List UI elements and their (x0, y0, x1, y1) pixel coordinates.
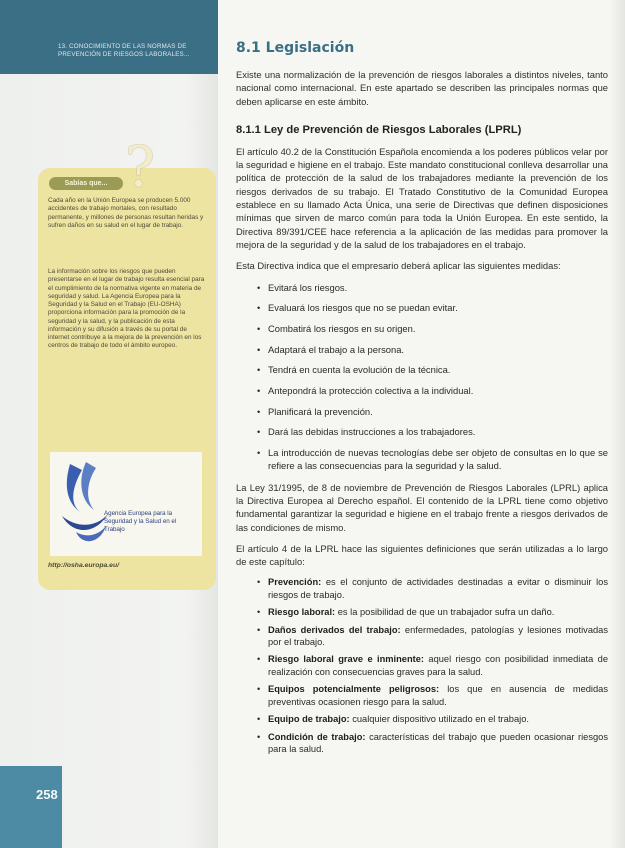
definition-item (236, 576, 608, 601)
intro-paragraph: Existe una normalización de la prevención de riesgos laborales a distintos niveles, tanto nacional como internacional. En este apartado se describen las principales normas que deben aplicarse en este ámbito. (236, 69, 608, 107)
list-item: • Evitará los riesgos. (236, 281, 608, 294)
list-item: • Planificará la prevención. (236, 405, 608, 418)
definition-item (236, 624, 608, 649)
definition-text: los que en ausencia de medidas preventivas ocasionen riesgo para la salud. (268, 684, 608, 707)
page-gutter-shadow (609, 0, 625, 848)
list-item: • Dará las debidas instrucciones a los trabajadores. (236, 425, 608, 438)
eu-osha-logo-text: Agencia Europea para la Seguridad y la Salud en el Trabajo (104, 510, 177, 533)
definition-term: Riesgo laboral grave e inminente: (268, 654, 425, 665)
chapter-header-band (0, 0, 218, 74)
eu-osha-emblem-icon (56, 454, 116, 554)
definition-item (236, 731, 608, 756)
definition-term: Condición de trabajo: (268, 731, 366, 742)
definition-term: Equipo de trabajo: (268, 714, 350, 725)
definition-text: aquel riesgo con posibilidad inmediata de realización con consecuencias graves para la salud. (268, 654, 608, 677)
subsection-title: 8.1.1 Ley de Prevención de Riesgos Laborales (LPRL) (236, 123, 522, 136)
eu-osha-logo (50, 452, 202, 556)
measures-list (236, 281, 608, 473)
list-item: • Combatirá los riesgos en su origen. (236, 322, 608, 335)
definition-text: es el conjunto de actividades destinadas a evitar o disminuir los riesgos de trabajo. (268, 577, 608, 600)
definition-text: enfermedades, patologías y lesiones motivadas por el trabajo. (268, 624, 608, 648)
list-item: • Tendrá en cuenta la evolución de la técnica. (236, 363, 608, 376)
page-number: 258 (36, 787, 58, 802)
list-item: • Antepondrá la protección colectiva a la individual. (236, 384, 608, 397)
definition-text: cualquier dispositivo utilizado en el trabajo. (352, 714, 529, 725)
lprl-paragraph-4: El artículo 4 de la LPRL hace las siguientes definiciones que serán utilizadas a lo largo de este capítulo: (236, 542, 608, 568)
list-item: • La introducción de nuevas tecnologías debe ser objeto de consultas en lo que se refiere a las consecuencias para la seguridad y la salud. (236, 446, 608, 473)
definition-term: Riesgo laboral: (268, 607, 336, 618)
definition-item (236, 713, 608, 725)
section-title: 8.1 Legislación (236, 40, 355, 56)
lprl-paragraph-1: El artículo 40.2 de la Constitución Española encomienda a los poderes públicos velar por la seguridad e higiene en el trabajo. Este mandato constitucional conlleva desarrollar una política de protección de la salud de los trabajadores mediante la prevención de los riesgos derivados de su trabajo. El Tratado Constitutivo de la Comunidad Europea establece en su llamado Acta Única, una serie de Directivas que definen disposiciones mínimas que sirven de marco común para toda la Unión Europea. En este sentido, la Directiva 89/391/CEE hace referencia a la aplicación de las medidas para promover la mejora de la seguridad y de la salud de los trabajadores en el trabajo. (236, 145, 608, 250)
definition-item (236, 683, 608, 708)
lprl-paragraph-3: La Ley 31/1995, de 8 de noviembre de Prevención de Riesgos Laborales (LPRL) aplica la Directiva Europea al Derecho español. El contenido de la LPRL tiene como objetivo fundamental garantizar la seguridad e higiene en el trabajo frente a riesgos derivados de las condiciones de mismo. (236, 481, 608, 533)
definition-item (236, 653, 608, 678)
lprl-paragraph-2: Esta Directiva indica que el empresario deberá aplicar las siguientes medidas: (236, 260, 561, 272)
question-mark-icon: ? (125, 135, 156, 200)
definition-term: Daños derivados del trabajo: (268, 624, 401, 635)
definition-item (236, 606, 608, 618)
sidebar-paragraph-1: Cada año en la Unión Europea se producen 5.000 accidentes de trabajo mortales, con resultado permanente, y millones de personas resultan heridas y sufren daños en su salud en el lugar de trabajo. (48, 197, 204, 229)
chapter-title: 13. CONOCIMIENTO DE LAS NORMAS DE PREVENCIÓN DE RIESGOS LABORALES... (58, 43, 190, 58)
definitions-list (236, 576, 608, 755)
definition-term: Prevención: (268, 577, 322, 588)
definition-term: Equipos potencialmente peligrosos: (268, 684, 440, 695)
list-item: • Adaptará el trabajo a la persona. (236, 343, 608, 356)
eu-osha-link[interactable]: http://osha.europa.eu/ (48, 562, 119, 569)
definition-text: es la posibilidad de que un trabajador sufra un daño. (337, 607, 555, 618)
list-item: • Evaluará los riesgos que no se puedan evitar. (236, 301, 608, 314)
definition-text: características del trabajo que pueden ocasionar riesgos para la salud. (268, 731, 608, 754)
did-you-know-label: Sabías que... (49, 177, 123, 190)
page-number-box (0, 766, 62, 848)
main-content (236, 40, 608, 760)
sidebar-paragraph-2: La información sobre los riesgos que pueden presentarse en el lugar de trabajo resulta esencial para el cumplimiento de la normativa vigente en materia de seguridad y salud. La Agencia Europea para la Seguridad y la Salud en el Trabajo (EU-OSHA) proporciona información para la promoción de la seguridad y la salud, y la publicación de esta información y su difusión a través de su portal de internet contribuye a la mejora de la prevención en los centros de trabajo de todo el ámbito europeo. (48, 268, 205, 350)
